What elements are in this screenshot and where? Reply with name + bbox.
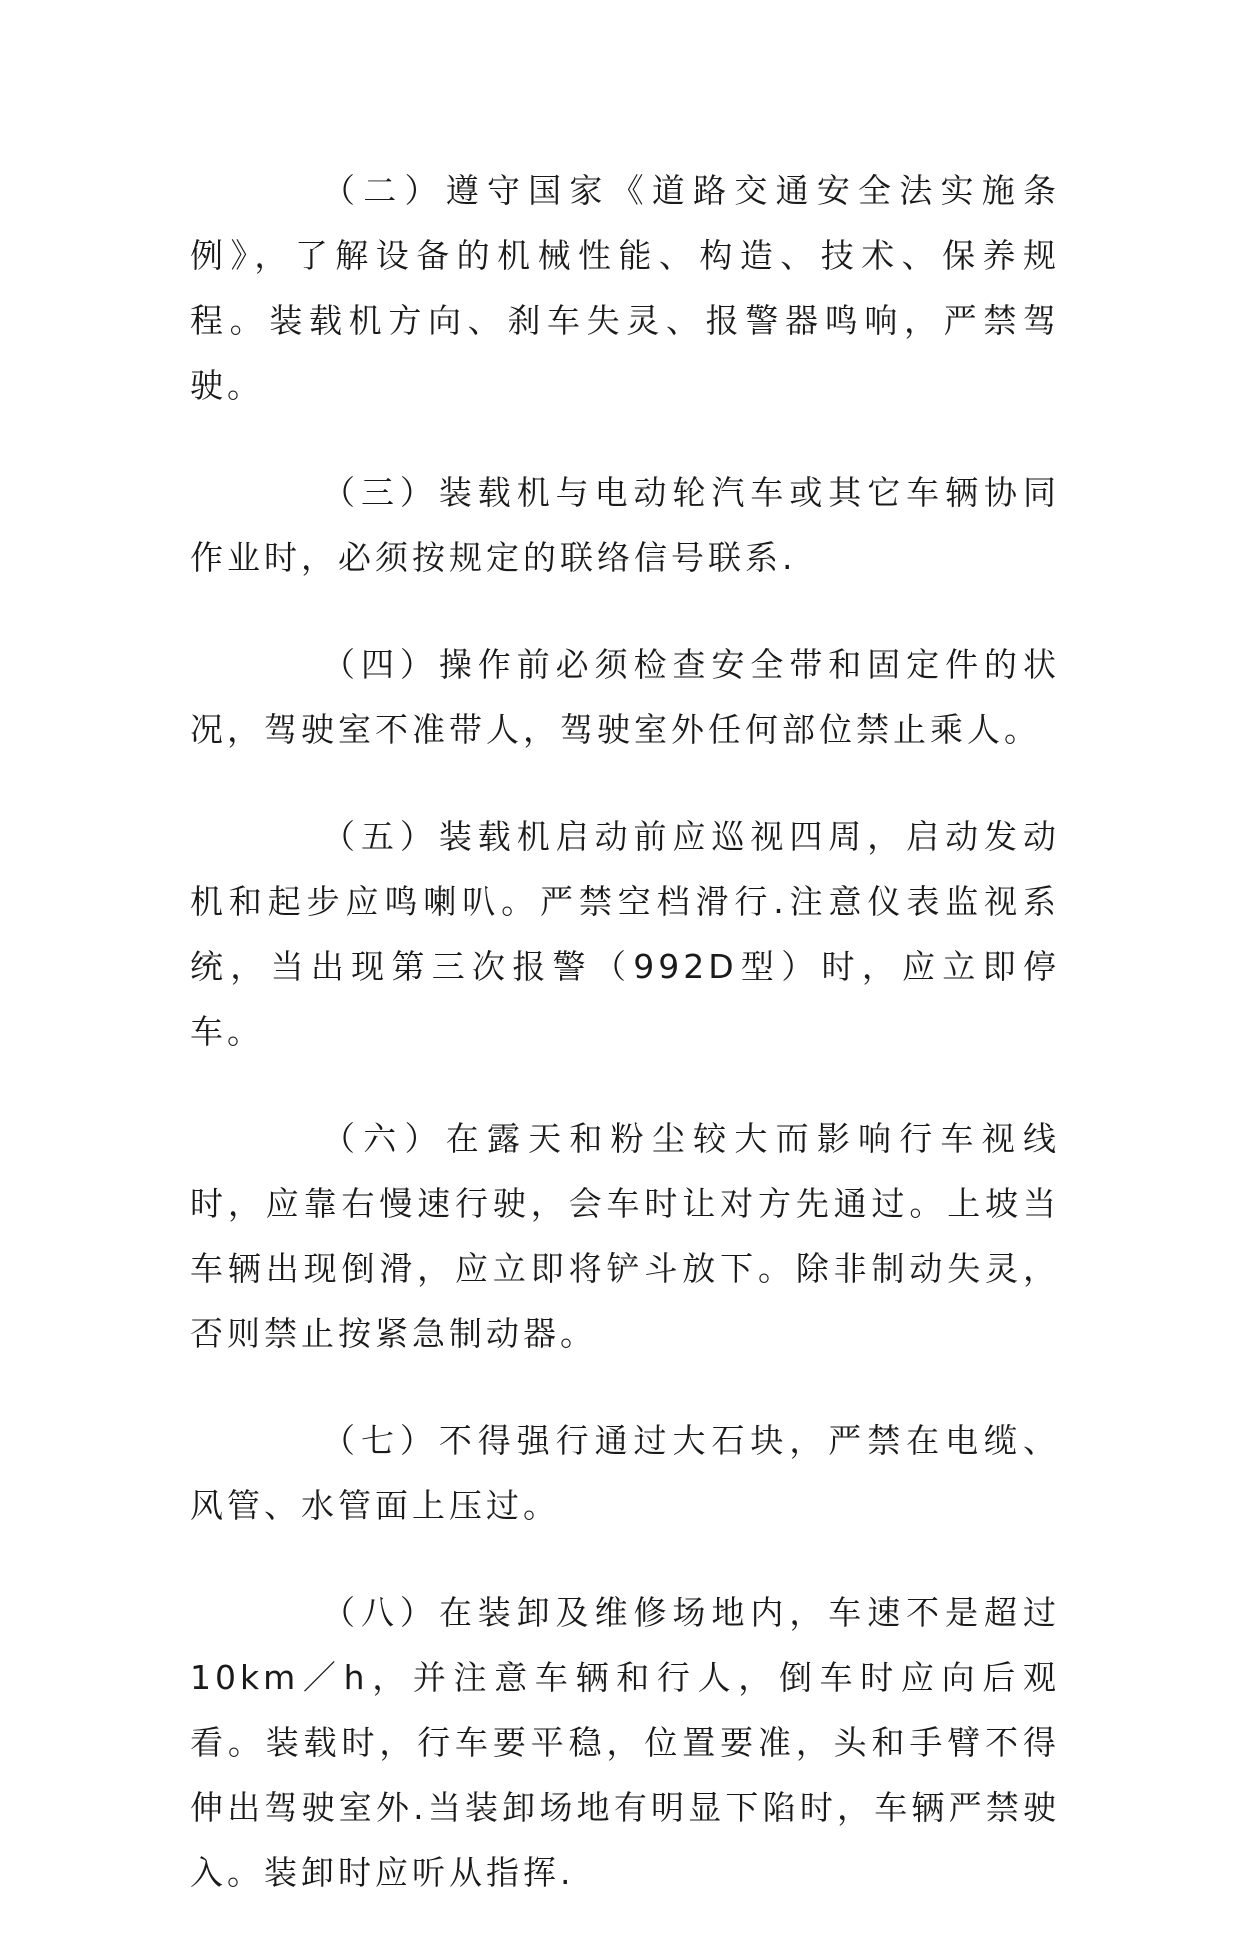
- paragraph-8: （八）在装卸及维修场地内，车速不是超过10km／h，并注意车辆和行人，倒车时应向后观看。装载时，行车要平稳，位置要准，头和手臂不得伸出驾驶室外.当装卸场地有明显下陷时，车辆严禁驶入。装卸时应听从指挥.: [190, 1593, 1060, 1892]
- document-body: [190, 158, 1060, 1947]
- paragraph-4: （四）操作前必须检查安全带和固定件的状况，驾驶室不准带人，驾驶室外任何部位禁止乘人。: [190, 645, 1060, 749]
- paragraph-5: （五）装载机启动前应巡视四周，启动发动机和起步应鸣喇叭。严禁空档滑行.注意仪表监视系统，当出现第三次报警（992D型）时，应立即停车。: [190, 817, 1060, 1051]
- paragraph-2: （二）遵守国家《道路交通安全法实施条例》，了解设备的机械性能、构造、技术、保养规程。装载机方向、刹车失灵、报警器鸣响，严禁驾驶。: [190, 171, 1060, 405]
- paragraph-6: （六）在露天和粉尘较大而影响行车视线时，应靠右慢速行驶，会车时让对方先通过。上坡当车辆出现倒滑，应立即将铲斗放下。除非制动失灵，否则禁止按紧急制动器。: [190, 1119, 1060, 1353]
- paragraph-3: （三）装载机与电动轮汽车或其它车辆协同作业时，必须按规定的联络信号联系.: [190, 473, 1060, 577]
- paragraph-7: （七）不得强行通过大石块，严禁在电缆、风管、水管面上压过。: [190, 1421, 1060, 1525]
